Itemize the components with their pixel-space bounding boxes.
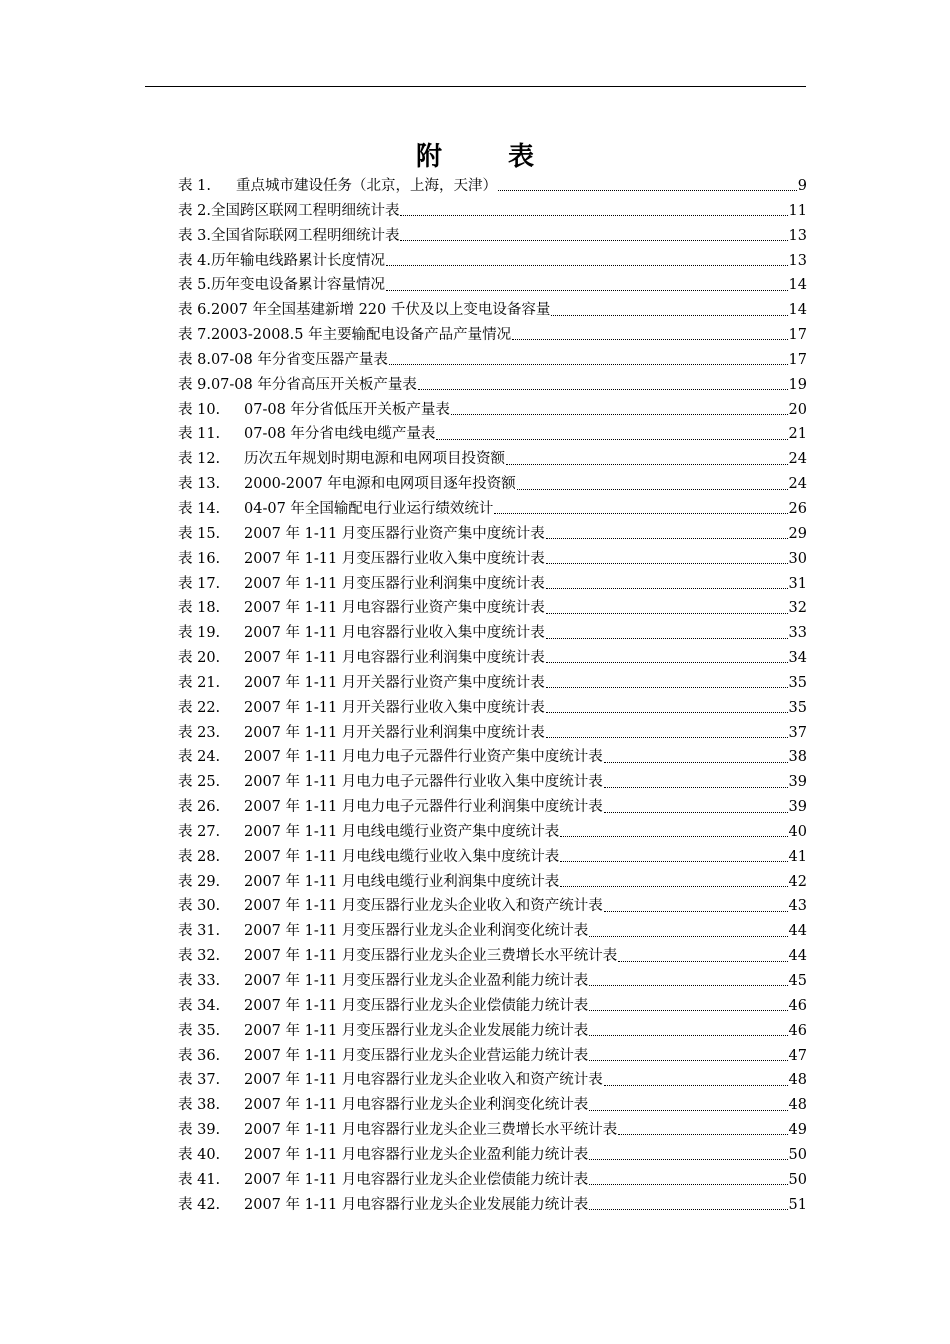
toc-entry-page: 43 (788, 898, 807, 915)
toc-entry-title: 2007 年 1-11 月电力电子元器件行业收入集中度统计表 (244, 774, 603, 791)
toc-entry[interactable] (178, 522, 807, 547)
toc-entry-page: 21 (788, 426, 807, 443)
toc-entry-title: 2007 年 1-11 月变压器行业龙头企业利润变化统计表 (244, 923, 589, 940)
toc-entry[interactable] (178, 398, 807, 423)
toc-entry-label: 表 27. (178, 823, 221, 840)
toc-leader-dots (546, 588, 788, 589)
toc-entry-page: 35 (788, 699, 807, 716)
toc-entry[interactable] (178, 820, 807, 845)
toc-entry[interactable] (178, 845, 807, 870)
toc-entry-page: 29 (788, 525, 807, 542)
toc-leader-dots (506, 464, 788, 465)
toc-entry-label: 表 1. (178, 178, 211, 194)
toc-leader-dots (386, 290, 788, 291)
toc-entry[interactable] (178, 572, 807, 597)
toc-entry-label: 表 23. (178, 724, 221, 741)
toc-entry-label: 表 38. (178, 1097, 221, 1114)
toc-entry-label: 表 24. (178, 749, 221, 766)
toc-leader-dots (604, 1085, 788, 1086)
toc-entry-label: 表 8. (178, 351, 211, 368)
toc-leader-dots (494, 513, 787, 514)
toc-entry-title: 2007 年 1-11 月电力电子元器件行业资产集中度统计表 (244, 749, 603, 766)
toc-entry-title: 2007 年 1-11 月电容器行业龙头企业偿债能力统计表 (244, 1171, 589, 1188)
toc-leader-dots (546, 538, 788, 539)
toc-entry-page: 24 (788, 451, 807, 468)
toc-entry-page: 38 (788, 749, 807, 766)
toc-entry-page: 19 (788, 376, 807, 393)
toc-entry-page: 44 (788, 948, 807, 965)
toc-entry-page: 40 (788, 823, 807, 840)
toc-entry-label: 表 17. (178, 575, 221, 592)
toc-leader-dots (589, 936, 787, 937)
toc-entry[interactable] (178, 944, 807, 969)
toc-leader-dots (436, 439, 787, 440)
toc-entry-title: 2007 年 1-11 月开关器行业收入集中度统计表 (244, 699, 545, 716)
toc-entry-title: 2007 年 1-11 月电容器行业龙头企业发展能力统计表 (244, 1196, 589, 1213)
page-title: 附 表 (415, 142, 554, 172)
toc-entry[interactable] (178, 1068, 807, 1093)
toc-entry[interactable] (178, 1168, 807, 1193)
toc-entry[interactable] (178, 795, 807, 820)
toc-entry-label: 表 34. (178, 997, 221, 1014)
toc-entry-label: 表 14. (178, 500, 221, 517)
toc-entry-title: 2007 年 1-11 月电容器行业资产集中度统计表 (244, 600, 545, 617)
toc-entry-page: 30 (788, 550, 807, 567)
toc-entry-label: 表 18. (178, 600, 221, 617)
toc-leader-dots (546, 687, 788, 688)
toc-entry-title: 2007 年 1-11 月电容器行业龙头企业收入和资产统计表 (244, 1072, 603, 1089)
toc-entry-label: 表 7. (178, 327, 211, 344)
toc-entry[interactable] (178, 721, 807, 746)
toc-entry-title: 07-08 年分省电线电缆产量表 (244, 426, 436, 443)
toc-entry[interactable] (178, 745, 807, 770)
toc-entry-title: 全国省际联网工程明细统计表 (210, 227, 400, 244)
toc-entry-page: 34 (788, 650, 807, 667)
header-rule (145, 86, 806, 87)
toc-entry-page: 46 (788, 997, 807, 1014)
toc-entry-title: 历次五年规划时期电源和电网项目投资额 (244, 451, 505, 468)
toc-entry[interactable] (178, 497, 807, 522)
toc-entry[interactable] (178, 621, 807, 646)
toc-entry-title: 2007 年 1-11 月开关器行业利润集中度统计表 (244, 724, 545, 741)
toc-entry[interactable] (178, 1193, 807, 1218)
toc-entry-title: 2007 年全国基建新增 220 千伏及以上变电设备容量 (210, 302, 551, 319)
toc-entry-title: 2007 年 1-11 月变压器行业龙头企业盈利能力统计表 (244, 973, 589, 989)
toc-leader-dots (604, 812, 788, 813)
toc-entry[interactable] (178, 447, 807, 472)
toc-entry[interactable] (178, 1118, 807, 1143)
toc-entry-title: 历年变电设备累计容量情况 (210, 277, 385, 294)
toc-entry[interactable] (178, 870, 807, 895)
toc-leader-dots (560, 836, 787, 837)
toc-leader-dots (604, 762, 788, 763)
toc-entry-page: 24 (788, 476, 807, 493)
toc-entry-label: 表 22. (178, 699, 221, 716)
toc-entry-label: 表 20. (178, 650, 221, 667)
toc-leader-dots (589, 1209, 787, 1210)
toc-entry-label: 表 3. (178, 227, 211, 244)
toc-leader-dots (546, 563, 788, 564)
toc-entry-page: 44 (788, 923, 807, 940)
toc-entry-title: 2007 年 1-11 月变压器行业利润集中度统计表 (244, 575, 545, 592)
toc-entry[interactable] (178, 348, 807, 373)
toc-entry-page: 32 (788, 600, 807, 617)
toc-entry-title: 2007 年 1-11 月电线电缆行业利润集中度统计表 (244, 873, 560, 890)
toc-entry-page: 49 (788, 1122, 807, 1139)
toc-entry-title: 2007 年 1-11 月变压器行业龙头企业营运能力统计表 (244, 1047, 589, 1064)
toc-entry-page: 26 (788, 500, 807, 517)
toc-entry-title: 2007 年 1-11 月电容器行业龙头企业利润变化统计表 (244, 1097, 589, 1114)
toc-entry-label: 表 4. (178, 252, 211, 269)
toc-entry-page: 41 (788, 848, 807, 865)
toc-entry-page: 11 (788, 202, 807, 219)
toc-entry-page: 14 (788, 277, 807, 294)
toc-leader-dots (589, 1159, 787, 1160)
toc-entry-label: 表 33. (178, 973, 221, 989)
toc-leader-dots (589, 1060, 787, 1061)
toc-entry[interactable] (178, 646, 807, 671)
toc-entry-title: 2007 年 1-11 月电线电缆行业收入集中度统计表 (244, 848, 560, 865)
toc-leader-dots (618, 961, 787, 962)
toc-leader-dots (400, 240, 787, 241)
toc-leader-dots (389, 364, 788, 365)
toc-leader-dots (618, 1134, 787, 1135)
toc-entry-label: 表 9. (178, 376, 211, 393)
toc-entry[interactable] (178, 1093, 807, 1118)
toc-entry-page: 39 (788, 774, 807, 791)
toc-leader-dots (498, 190, 797, 191)
toc-entry-label: 表 21. (178, 674, 221, 691)
toc-entry-title: 重点城市建设任务（北京，上海，天津） (236, 178, 497, 194)
toc-entry-page: 45 (788, 973, 807, 989)
toc-entry-title: 07-08 年分省高压开关板产量表 (210, 376, 417, 393)
toc-leader-dots (386, 265, 788, 266)
toc-entry-title: 2007 年 1-11 月电容器行业收入集中度统计表 (244, 625, 545, 642)
toc-entry-title: 2007 年 1-11 月电线电缆行业资产集中度统计表 (244, 823, 560, 840)
toc-leader-dots (546, 712, 788, 713)
toc-entry-title: 2007 年 1-11 月电力电子元器件行业利润集中度统计表 (244, 799, 603, 816)
toc-entry-page: 14 (788, 302, 807, 319)
toc-entry[interactable] (178, 994, 807, 1019)
toc-entry[interactable] (178, 323, 807, 348)
toc-entry-title: 07-08 年分省低压开关板产量表 (244, 401, 450, 418)
toc-leader-dots (560, 886, 787, 887)
toc-entry-page: 9 (797, 178, 807, 194)
toc-entry[interactable] (178, 969, 807, 994)
table-of-contents (178, 174, 807, 1217)
toc-entry[interactable] (178, 472, 807, 497)
toc-entry[interactable] (178, 547, 807, 572)
toc-entry-page: 17 (788, 327, 807, 344)
toc-entry-label: 表 2. (178, 202, 211, 219)
toc-entry-label: 表 13. (178, 476, 221, 493)
toc-entry[interactable] (178, 894, 807, 919)
toc-entry-label: 表 36. (178, 1047, 221, 1064)
toc-entry-page: 39 (788, 799, 807, 816)
toc-entry-page: 20 (788, 401, 807, 418)
toc-leader-dots (589, 1110, 787, 1111)
toc-entry[interactable] (178, 249, 807, 274)
toc-entry-label: 表 19. (178, 625, 221, 642)
toc-entry-label: 表 6. (178, 302, 211, 319)
toc-entry[interactable] (178, 422, 807, 447)
toc-entry-label: 表 16. (178, 550, 221, 567)
toc-leader-dots (589, 1035, 787, 1036)
toc-entry-title: 2007 年 1-11 月变压器行业龙头企业收入和资产统计表 (244, 898, 603, 915)
toc-entry-label: 表 40. (178, 1146, 221, 1163)
toc-entry-page: 17 (788, 351, 807, 368)
toc-entry-page: 13 (788, 227, 807, 244)
toc-leader-dots (551, 315, 787, 316)
toc-entry-page: 50 (788, 1171, 807, 1188)
toc-leader-dots (560, 861, 787, 862)
toc-entry-page: 33 (788, 625, 807, 642)
toc-entry-title: 全国跨区联网工程明细统计表 (210, 202, 400, 219)
toc-entry-title: 07-08 年分省变压器产量表 (210, 351, 388, 368)
toc-leader-dots (517, 489, 788, 490)
toc-leader-dots (589, 1184, 787, 1185)
toc-leader-dots (546, 737, 788, 738)
toc-entry[interactable] (178, 770, 807, 795)
toc-entry-title: 2007 年 1-11 月变压器行业龙头企业三费增长水平统计表 (244, 948, 618, 965)
toc-entry-label: 表 35. (178, 1022, 221, 1039)
toc-entry-label: 表 37. (178, 1072, 221, 1089)
toc-leader-dots (546, 638, 788, 639)
toc-entry-label: 表 26. (178, 799, 221, 816)
toc-leader-dots (512, 339, 787, 340)
toc-leader-dots (589, 985, 787, 986)
toc-entry-label: 表 12. (178, 451, 221, 468)
toc-entry[interactable] (178, 1044, 807, 1069)
toc-entry-label: 表 30. (178, 898, 221, 915)
toc-leader-dots (400, 215, 787, 216)
toc-entry[interactable] (178, 919, 807, 944)
toc-entry[interactable] (178, 224, 807, 249)
toc-entry-title: 2000-2007 年电源和电网项目逐年投资额 (244, 476, 516, 493)
toc-entry[interactable] (178, 1019, 807, 1044)
toc-entry-title: 2007 年 1-11 月电容器行业利润集中度统计表 (244, 650, 545, 667)
toc-leader-dots (418, 389, 788, 390)
toc-entry-title: 2007 年 1-11 月开关器行业资产集中度统计表 (244, 674, 545, 691)
toc-entry-title: 2007 年 1-11 月变压器行业龙头企业偿债能力统计表 (244, 997, 589, 1014)
toc-entry-label: 表 32. (178, 948, 221, 965)
toc-entry-page: 31 (788, 575, 807, 592)
toc-entry-label: 表 39. (178, 1122, 221, 1139)
toc-entry-label: 表 41. (178, 1171, 221, 1188)
toc-leader-dots (589, 1010, 787, 1011)
toc-entry[interactable] (178, 273, 807, 298)
toc-entry-page: 13 (788, 252, 807, 269)
toc-leader-dots (546, 613, 788, 614)
toc-entry-title: 2007 年 1-11 月变压器行业龙头企业发展能力统计表 (244, 1022, 589, 1039)
toc-entry-label: 表 31. (178, 923, 221, 940)
toc-entry-title: 历年输电线路累计长度情况 (210, 252, 385, 269)
toc-entry[interactable] (178, 1143, 807, 1168)
toc-entry-title: 2007 年 1-11 月变压器行业资产集中度统计表 (244, 525, 545, 542)
toc-entry-title: 2003-2008.5 年主要输配电设备产品产量情况 (210, 327, 512, 344)
toc-leader-dots (604, 787, 788, 788)
toc-entry-label: 表 28. (178, 848, 221, 865)
toc-entry[interactable] (178, 671, 807, 696)
toc-entry-page: 50 (788, 1146, 807, 1163)
toc-entry[interactable] (178, 596, 807, 621)
toc-entry-title: 2007 年 1-11 月电容器行业龙头企业盈利能力统计表 (244, 1146, 589, 1163)
toc-entry-label: 表 42. (178, 1196, 221, 1213)
toc-entry-page: 47 (788, 1047, 807, 1064)
toc-entry-label: 表 5. (178, 277, 211, 294)
toc-entry-label: 表 11. (178, 426, 221, 443)
toc-entry-label: 表 25. (178, 774, 221, 791)
toc-entry-page: 48 (788, 1072, 807, 1089)
toc-entry-title: 2007 年 1-11 月变压器行业收入集中度统计表 (244, 550, 545, 567)
toc-entry-label: 表 10. (178, 401, 221, 418)
toc-entry[interactable] (178, 373, 807, 398)
toc-entry-page: 35 (788, 674, 807, 691)
toc-entry-page: 42 (788, 873, 807, 890)
toc-entry-label: 表 15. (178, 525, 221, 542)
toc-entry-label: 表 29. (178, 873, 221, 890)
toc-entry-page: 48 (788, 1097, 807, 1114)
toc-entry-title: 2007 年 1-11 月电容器行业龙头企业三费增长水平统计表 (244, 1122, 618, 1139)
toc-leader-dots (546, 662, 788, 663)
toc-entry-page: 51 (788, 1196, 807, 1213)
toc-entry-page: 46 (788, 1022, 807, 1039)
toc-leader-dots (451, 414, 788, 415)
toc-entry[interactable] (178, 199, 807, 224)
toc-entry-page: 37 (788, 724, 807, 741)
toc-entry[interactable] (178, 174, 807, 199)
toc-entry[interactable] (178, 298, 807, 323)
toc-leader-dots (604, 911, 788, 912)
toc-entry-title: 04-07 年全国输配电行业运行绩效统计 (244, 500, 494, 517)
toc-entry[interactable] (178, 696, 807, 721)
